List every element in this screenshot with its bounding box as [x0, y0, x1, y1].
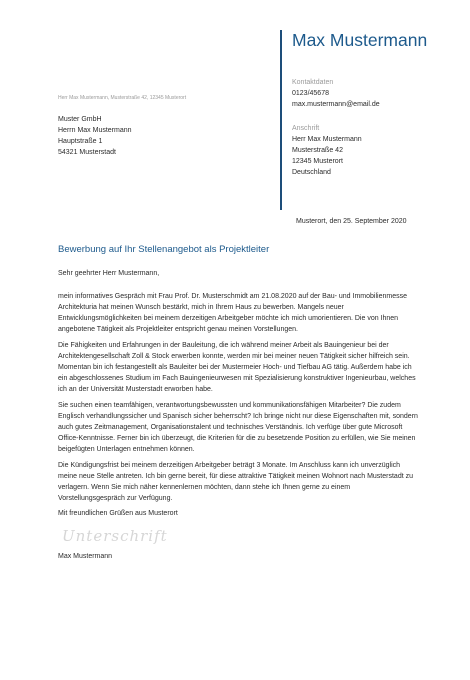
recipient-address [58, 114, 132, 158]
recipient-line: Muster GmbH [58, 116, 102, 123]
applicant-name: Max Mustermann [292, 30, 428, 50]
signature-name: Max Mustermann [58, 553, 113, 560]
letter-date: Musterort, den 25. September 2020 [296, 218, 407, 225]
address-line: Deutschland [292, 169, 331, 176]
closing [58, 508, 418, 519]
contact-label: Kontaktdaten [292, 79, 334, 86]
email-address: max.mustermann@email.de [292, 101, 380, 108]
paragraph-text: Die Kündigungsfrist bei meinem derzeitigen Arbeitgeber beträgt 3 Monate. Im Anschluss kann ich unverzüglich meine neue Stelle antreten. Ich bin gerne bereit, für diese attraktive Tätigkeit meinen Wohnort nach Musterstadt zu verlagern. Wenn Sie mich näher kennenlernen möchten, dann stehe ich Ihnen gerne zu einem Vorstellungsgespräch zur Verfügung. [58, 462, 413, 502]
sender-return-line: Herr Max Mustermann, Musterstraße 42, 12345 Musterort [58, 95, 187, 101]
salutation [58, 268, 418, 279]
address-line: 12345 Musterort [292, 158, 343, 165]
recipient-line: Herrn Max Mustermann [58, 127, 132, 134]
paragraph-text: Die Fähigkeiten und Erfahrungen in der Bauleitung, die ich während meiner Arbeit als Bauingenieur bei der Architektengesellschaft Zoll & Stock erwerben konnte, werden mir bei meiner neuen Tätigkeit sicher hilfreich sein. Momentan bin ich festangestellt als Bauleiter bei der Mustermeier Hoch- und Tiefbau AG tätig. Außerdem habe ich ein abgeschlossenes Studium im Fach Bauingenieurwesen mit Spezialisierung konstruktiver Ingenieurbau, welches ich an der Universität Musterstadt erworben habe. [58, 342, 416, 393]
closing-text: Mit freundlichen Grüßen aus Musterort [58, 510, 178, 517]
salutation-text: Sehr geehrter Herr Mustermann, [58, 270, 160, 277]
address-line: Musterstraße 42 [292, 147, 343, 154]
letter-subject: Bewerbung auf Ihr Stellenangebot als Projektleiter [58, 244, 270, 255]
body-paragraph-1 [58, 291, 418, 335]
header-divider-line [280, 30, 282, 210]
recipient-line: Hauptstraße 1 [58, 138, 103, 145]
signature-image: Unterschrift [62, 527, 168, 545]
paragraph-text: mein informatives Gespräch mit Frau Prof. Dr. Musterschmidt am 21.08.2020 auf der Bau- und Immobilienmesse Architekturia hat meinen Wunsch bestärkt, mich in Ihrem Haus zu bewerben. Mangels neuer Entwicklungsmöglichkeiten bei meinem derzeitigen Arbeitgeber möchte ich mich umorientieren. Die von Ihnen angebotene Tätigkeit als Projektleiter entspricht genau meinen Vorstellungen. [58, 293, 407, 333]
paragraph-text: Sie suchen einen teamfähigen, verantwortungsbewussten und kommunikationsfähigen Mitarbeiter? Die zudem Englisch verhandlungssicher und Spanisch sicher beherrscht? Ich bringe nicht nur diese Eigenschaften mit, sondern auch gutes Zeitmanagement, Organisationstalent und technisches Verständnis. Ich verfüge über gute Microsoft Office-Kenntnisse. Ferner bin ich überzeugt, die Kriterien für die zu besetzende Position zu erfüllen, wie Sie meinen beigefügten Unterlagen entnehmen können. [58, 402, 418, 453]
address-label: Anschrift [292, 125, 320, 132]
body-paragraph-3 [58, 400, 418, 455]
recipient-line: 54321 Musterstadt [58, 149, 116, 156]
applicant-address [292, 134, 362, 178]
body-paragraph-4 [58, 460, 418, 504]
phone-number: 0123/45678 [292, 90, 329, 97]
body-paragraph-2 [58, 340, 418, 395]
address-line: Herr Max Mustermann [292, 136, 362, 143]
